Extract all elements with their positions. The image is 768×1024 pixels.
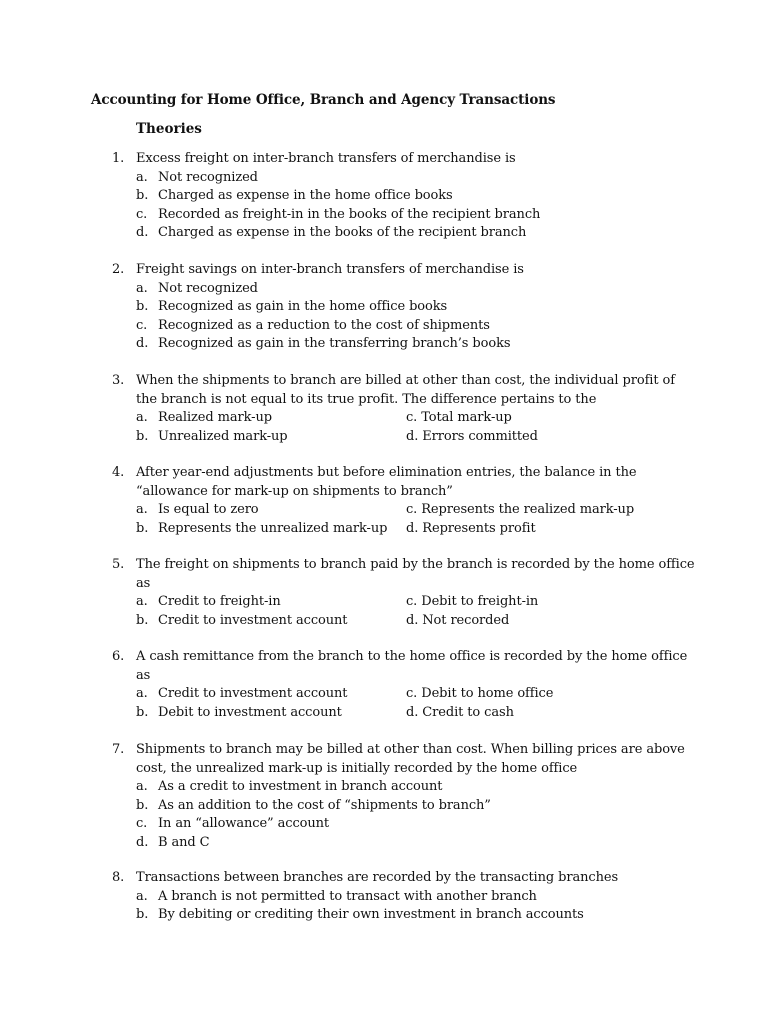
option-row bbox=[0, 298, 768, 317]
question-stem-continued: as bbox=[136, 575, 151, 591]
option-row bbox=[0, 778, 768, 797]
option-row bbox=[0, 797, 768, 816]
question-stem: Transactions between branches are recorded by the transacting branches bbox=[136, 870, 619, 885]
option-row bbox=[0, 335, 768, 354]
option-row bbox=[0, 224, 768, 243]
option-label: a. bbox=[136, 686, 148, 701]
option-text: Realized mark-up bbox=[158, 410, 272, 425]
option-text-right: c. Represents the realized mark-up bbox=[406, 502, 635, 517]
option-label: a. bbox=[136, 410, 148, 425]
option-label: c. bbox=[136, 206, 148, 222]
option-label: b. bbox=[136, 907, 149, 922]
question-4 bbox=[0, 464, 768, 538]
question-number: 5. bbox=[112, 557, 125, 572]
option-text-right: c. Debit to freight-in bbox=[406, 594, 539, 609]
option-row bbox=[0, 317, 768, 336]
option-label: a. bbox=[136, 502, 148, 517]
option-text: As an addition to the cost of “shipments to branch” bbox=[158, 797, 491, 813]
option-text: Debit to investment account bbox=[158, 704, 342, 720]
option-text: Credit to investment account bbox=[158, 686, 348, 701]
option-text: Recognized as a reduction to the cost of shipments bbox=[158, 317, 490, 333]
option-text: A branch is not permitted to transact with another branch bbox=[158, 888, 537, 904]
option-text-right: c. Debit to home office bbox=[406, 686, 554, 701]
option-label: a. bbox=[136, 280, 148, 296]
option-text: Charged as expense in the home office books bbox=[158, 188, 453, 203]
option-label: d. bbox=[136, 834, 149, 850]
question-stem-continued: “allowance for mark-up on shipments to branch” bbox=[136, 483, 453, 499]
question-2 bbox=[0, 261, 768, 354]
option-text: Recognized as gain in the home office books bbox=[158, 299, 448, 314]
option-text-right: d. Represents profit bbox=[406, 520, 536, 536]
question-stem: The freight on shipments to branch paid by the branch is recorded by the home office bbox=[136, 557, 695, 572]
option-text: Represents the unrealized mark-up bbox=[158, 520, 388, 536]
question-stem: Shipments to branch may be billed at other than cost. When billing prices are above bbox=[136, 742, 685, 757]
option-row bbox=[0, 280, 768, 299]
option-row bbox=[0, 612, 768, 631]
option-text-right: d. Errors committed bbox=[406, 428, 538, 444]
question-stem: After year-end adjustments but before elimination entries, the balance in the bbox=[136, 465, 637, 480]
option-row bbox=[0, 169, 768, 188]
option-row bbox=[0, 501, 768, 520]
option-text: Not recognized bbox=[158, 280, 258, 296]
option-text-right: d. Credit to cash bbox=[406, 704, 514, 720]
option-label: b. bbox=[136, 612, 149, 628]
option-row bbox=[0, 888, 768, 907]
question-1 bbox=[0, 150, 768, 243]
option-label: a. bbox=[136, 888, 148, 904]
option-label: b. bbox=[136, 299, 149, 314]
option-text: Charged as expense in the books of the recipient branch bbox=[158, 225, 527, 240]
question-stem: When the shipments to branch are billed at other than cost, the individual profit of bbox=[136, 373, 675, 388]
option-text: Recorded as freight-in in the books of the recipient branch bbox=[158, 206, 541, 222]
option-label: c. bbox=[136, 816, 148, 831]
option-label: a. bbox=[136, 594, 148, 609]
option-label: d. bbox=[136, 336, 149, 351]
option-row bbox=[0, 815, 768, 834]
question-7 bbox=[0, 741, 768, 852]
option-text: Credit to freight-in bbox=[158, 594, 281, 609]
question-6 bbox=[0, 648, 768, 722]
option-row bbox=[0, 206, 768, 225]
option-text: As a credit to investment in branch account bbox=[158, 779, 443, 794]
option-row bbox=[0, 704, 768, 723]
question-stem: Excess freight on inter-branch transfers of merchandise is bbox=[136, 151, 516, 166]
question-stem: Freight savings on inter-branch transfers of merchandise is bbox=[136, 262, 524, 277]
question-5 bbox=[0, 556, 768, 630]
question-number: 6. bbox=[112, 649, 125, 664]
option-label: b. bbox=[136, 704, 149, 720]
option-text: Recognized as gain in the transferring branch’s books bbox=[158, 336, 511, 351]
question-stem: A cash remittance from the branch to the home office is recorded by the home office bbox=[136, 649, 688, 664]
option-label: a. bbox=[136, 779, 148, 794]
option-text: Credit to investment account bbox=[158, 612, 348, 628]
question-stem-continued: cost, the unrealized mark-up is initially recorded by the home office bbox=[136, 760, 578, 776]
option-row bbox=[0, 428, 768, 447]
option-row bbox=[0, 520, 768, 539]
question-8 bbox=[0, 869, 768, 925]
question-stem-continued: the branch is not equal to its true profit. The difference pertains to the bbox=[136, 391, 597, 407]
document-title: Accounting for Home Office, Branch and Agency Transactions bbox=[91, 92, 556, 108]
option-row bbox=[0, 834, 768, 853]
option-row bbox=[0, 685, 768, 704]
question-number: 3. bbox=[112, 373, 125, 388]
option-label: b. bbox=[136, 797, 149, 813]
option-text-right: c. Total mark-up bbox=[406, 410, 512, 425]
option-row bbox=[0, 906, 768, 925]
option-label: d. bbox=[136, 225, 149, 240]
option-label: b. bbox=[136, 428, 149, 444]
option-label: b. bbox=[136, 188, 149, 203]
option-text: By debiting or crediting their own investment in branch accounts bbox=[158, 907, 584, 922]
question-number: 8. bbox=[112, 870, 125, 885]
question-3 bbox=[0, 372, 768, 446]
option-text: Not recognized bbox=[158, 169, 258, 185]
question-number: 7. bbox=[112, 742, 125, 757]
question-number: 1. bbox=[112, 151, 125, 166]
option-text-right: d. Not recorded bbox=[406, 612, 510, 628]
option-label: a. bbox=[136, 169, 148, 185]
question-number: 2. bbox=[112, 262, 125, 277]
option-row bbox=[0, 187, 768, 206]
option-row bbox=[0, 409, 768, 428]
question-stem-continued: as bbox=[136, 667, 151, 683]
option-text: Is equal to zero bbox=[158, 502, 259, 517]
option-text: In an “allowance” account bbox=[158, 816, 330, 831]
section-heading: Theories bbox=[136, 121, 202, 137]
option-label: b. bbox=[136, 520, 149, 536]
option-text: Unrealized mark-up bbox=[158, 428, 288, 444]
option-label: c. bbox=[136, 317, 148, 333]
question-number: 4. bbox=[112, 465, 125, 480]
option-text: B and C bbox=[158, 834, 210, 850]
option-row bbox=[0, 593, 768, 612]
